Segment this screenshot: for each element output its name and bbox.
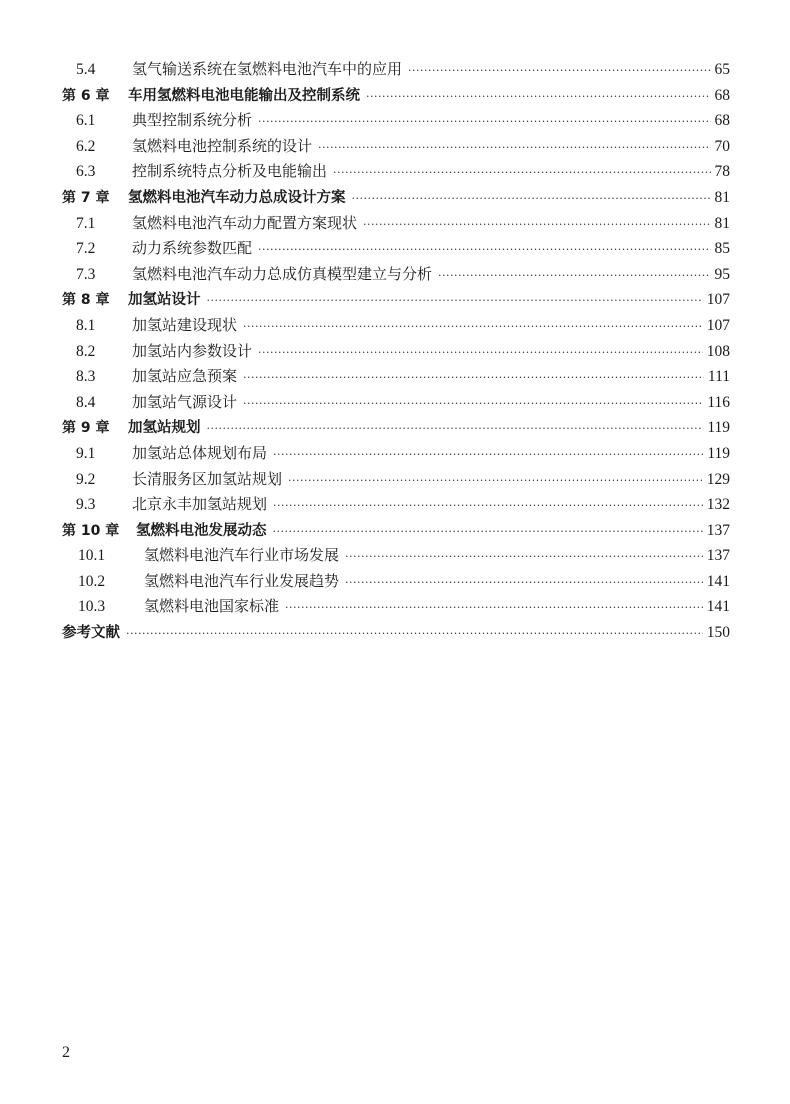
- leader-dots: [273, 493, 703, 519]
- chapter-title: 加氢站规划: [128, 420, 201, 437]
- leader-dots: [243, 365, 704, 391]
- page-ref: 107: [706, 316, 730, 334]
- toc-entry-8-3[interactable]: [62, 364, 730, 390]
- section-number: 10.3: [78, 598, 106, 616]
- leader-dots: [366, 84, 711, 110]
- page-number: 2: [62, 1044, 70, 1061]
- section-number: 8.1: [76, 316, 96, 334]
- section-title: 氢气输送系统在氢燃料电池汽车中的应用: [132, 60, 403, 78]
- page-ref: 137: [706, 521, 730, 539]
- section-number: 6.1: [76, 112, 96, 130]
- page-ref: 129: [706, 470, 730, 488]
- section-number: 7.1: [76, 214, 96, 232]
- chapter-title: 氢燃料电池发展动态: [136, 522, 267, 539]
- page-ref: 111: [707, 368, 730, 386]
- leader-dots: [126, 621, 703, 647]
- leader-dots: [438, 263, 710, 289]
- section-number: 9.2: [76, 470, 96, 488]
- section-title: 北京永丰加氢站规划: [132, 495, 268, 514]
- chapter-number: 第 6 章: [62, 87, 110, 104]
- chapter-title: 加氢站设计: [128, 292, 201, 309]
- page-ref: 65: [714, 61, 730, 78]
- toc-entry-6-3[interactable]: [62, 159, 730, 185]
- leader-dots: [408, 58, 710, 84]
- toc-entry-7-3[interactable]: [62, 262, 730, 288]
- toc-entry-8-4[interactable]: [62, 390, 730, 416]
- page-ref: 68: [714, 86, 730, 104]
- chapter-number: 第 7 章: [62, 189, 110, 206]
- toc-entry-8-1[interactable]: [62, 313, 730, 339]
- toc-entry-10-2[interactable]: [62, 569, 730, 595]
- section-number: 8.4: [76, 393, 96, 411]
- section-title: 氢燃料电池控制系统的设计: [132, 136, 313, 155]
- table-of-contents: [62, 57, 730, 646]
- section-title: 典型控制系统分析: [132, 111, 253, 130]
- page-ref: 108: [706, 342, 730, 360]
- leader-dots: [333, 160, 710, 186]
- references-title: 参考文献: [62, 625, 120, 642]
- toc-entry-5-4[interactable]: [62, 57, 730, 83]
- section-number: 9.3: [76, 496, 96, 514]
- section-number: 8.2: [76, 342, 96, 360]
- leader-dots: [273, 442, 703, 468]
- section-title: 动力系统参数匹配: [132, 239, 253, 258]
- leader-dots: [258, 109, 710, 135]
- page-ref: 95: [714, 265, 730, 283]
- page-ref: 81: [714, 214, 730, 232]
- section-title: 加氢站气源设计: [132, 392, 238, 411]
- toc-entry-7-1[interactable]: [62, 211, 730, 237]
- toc-entry-10-1[interactable]: [62, 543, 730, 569]
- section-title: 氢燃料电池汽车行业发展趋势: [144, 571, 340, 590]
- leader-dots: [207, 288, 703, 314]
- toc-entry-9-3[interactable]: [62, 492, 730, 518]
- chapter-title: 车用氢燃料电池电能输出及控制系统: [128, 87, 360, 104]
- page-ref: 119: [707, 444, 730, 462]
- toc-entry-6-2[interactable]: [62, 134, 730, 160]
- leader-dots: [285, 595, 703, 621]
- leader-dots: [258, 340, 703, 366]
- page-ref: 116: [707, 393, 730, 411]
- section-title: 加氢站建设现状: [132, 315, 238, 334]
- toc-entry-8-2[interactable]: [62, 339, 730, 365]
- page-ref: 85: [714, 240, 730, 258]
- section-title: 氢燃料电池国家标准: [144, 597, 280, 616]
- section-title: 氢燃料电池汽车行业市场发展: [144, 546, 340, 565]
- leader-dots: [345, 544, 703, 570]
- page-ref: 150: [706, 624, 730, 642]
- toc-entry-9-1[interactable]: [62, 441, 730, 467]
- leader-dots: [243, 391, 703, 417]
- toc-chapter-9[interactable]: [62, 415, 730, 441]
- leader-dots: [345, 570, 703, 596]
- toc-chapter-7[interactable]: [62, 185, 730, 211]
- page-ref: 141: [706, 598, 730, 616]
- page-ref: 78: [714, 163, 730, 181]
- page-ref: 132: [706, 496, 730, 514]
- toc-references[interactable]: [62, 620, 730, 646]
- section-number: 6.3: [76, 163, 96, 181]
- section-number: 9.1: [76, 444, 96, 462]
- section-number: 7.2: [76, 240, 96, 258]
- leader-dots: [363, 212, 710, 238]
- section-title: 加氢站总体规划布局: [132, 443, 268, 462]
- leader-dots: [288, 468, 703, 494]
- section-title: 氢燃料电池汽车动力总成仿真模型建立与分析: [132, 264, 433, 283]
- section-title: 氢燃料电池汽车动力配置方案现状: [132, 213, 358, 232]
- page-ref: 119: [707, 419, 730, 437]
- toc-entry-9-2[interactable]: [62, 467, 730, 493]
- leader-dots: [318, 135, 710, 161]
- section-number: 6.2: [76, 137, 96, 155]
- chapter-number: 第 8 章: [62, 292, 110, 309]
- toc-chapter-8[interactable]: [62, 287, 730, 313]
- section-title: 加氢站内参数设计: [132, 341, 253, 360]
- section-title: 长清服务区加氢站规划: [132, 469, 283, 488]
- section-number: 5.4: [76, 61, 96, 78]
- page-ref: 141: [706, 572, 730, 590]
- page-ref: 70: [714, 137, 730, 155]
- section-number: 10.2: [78, 572, 106, 590]
- page-ref: 68: [714, 112, 730, 130]
- leader-dots: [273, 519, 703, 545]
- page-ref: 81: [714, 188, 730, 206]
- chapter-title: 氢燃料电池汽车动力总成设计方案: [128, 189, 346, 206]
- chapter-number: 第 9 章: [62, 420, 110, 437]
- page-ref: 107: [706, 291, 730, 309]
- leader-dots: [207, 416, 704, 442]
- toc-chapter-6[interactable]: [62, 83, 730, 109]
- section-number: 8.3: [76, 368, 96, 386]
- section-number: 7.3: [76, 265, 96, 283]
- toc-entry-7-2[interactable]: [62, 236, 730, 262]
- leader-dots: [258, 237, 710, 263]
- leader-dots: [352, 186, 711, 212]
- toc-entry-10-3[interactable]: [62, 594, 730, 620]
- leader-dots: [243, 314, 703, 340]
- section-number: 10.1: [78, 547, 106, 565]
- toc-entry-6-1[interactable]: [62, 108, 730, 134]
- chapter-number: 第 10 章: [62, 522, 120, 539]
- page-ref: 137: [706, 547, 730, 565]
- section-title: 加氢站应急预案: [132, 367, 238, 386]
- toc-chapter-10[interactable]: [62, 518, 730, 544]
- section-title: 控制系统特点分析及电能输出: [132, 162, 328, 181]
